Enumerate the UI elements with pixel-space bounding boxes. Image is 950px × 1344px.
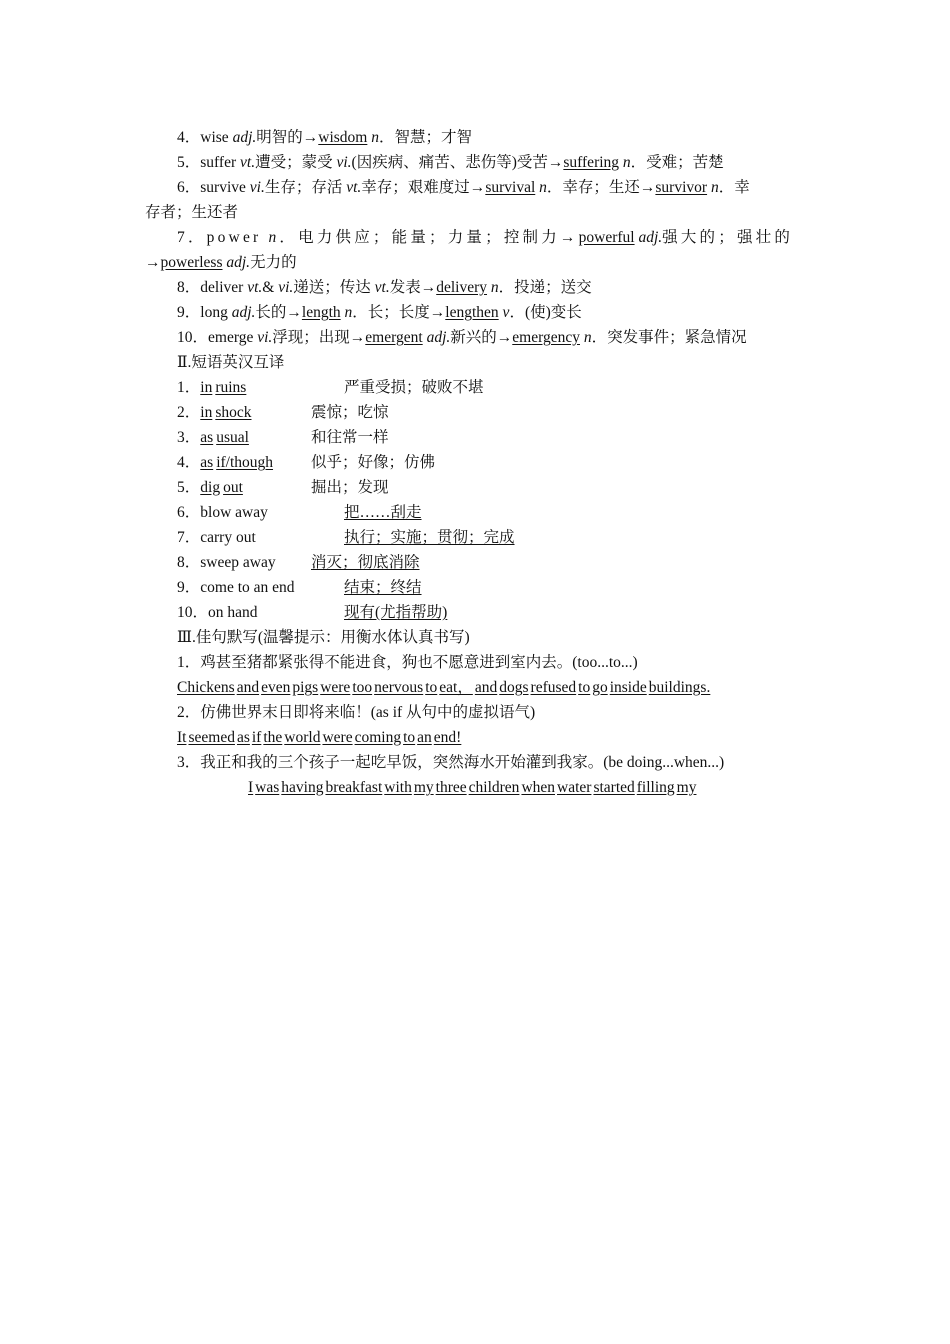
answer-word: three (435, 779, 467, 796)
phrase-word: dig (200, 479, 221, 496)
answer-word: buildings. (648, 679, 711, 696)
meaning: ．幸 (718, 179, 750, 196)
meaning: 长的→ (255, 304, 302, 321)
phrase-word: if/though (216, 454, 274, 471)
part-of-speech: adj. (634, 229, 663, 246)
answer-word: eat， (439, 679, 473, 696)
phrase-word: in (200, 379, 213, 396)
vocab-item-6-continued: 存者；生还者 (145, 204, 239, 221)
meaning: ．投递；送交 (498, 279, 592, 296)
ampersand: & (262, 279, 279, 296)
part-of-speech: adj. (232, 129, 257, 146)
part-of-speech: vt. (374, 279, 390, 296)
answer-word: to (578, 679, 591, 696)
answer-word: pigs (292, 679, 319, 696)
section-2-heading: Ⅱ.短语英汉互译 (177, 354, 285, 371)
answer-word: to (403, 729, 416, 746)
item-number: 7． (177, 229, 207, 246)
phrase-item-7 (177, 525, 256, 550)
part-of-speech: n (487, 279, 499, 296)
derived-word: survivor (655, 179, 708, 196)
phrase-item-3 (177, 425, 249, 450)
answer-word: Chickens (177, 679, 235, 696)
part-of-speech: n (579, 329, 592, 346)
item-number: 8． (177, 279, 201, 296)
item-number: 9． (177, 579, 201, 596)
item-number: 3． (177, 429, 201, 446)
phrase-item-5 (177, 475, 243, 500)
phrase-translation: 严重受损；破败不堪 (344, 379, 484, 396)
headword: suffer (200, 154, 241, 171)
phrase-english: blow away (200, 504, 268, 521)
answer-word: water (557, 779, 592, 796)
answer-word: when (521, 779, 556, 796)
phrase-item-8 (177, 550, 276, 575)
answer-word: and (236, 679, 260, 696)
sentence-answer-3 (248, 775, 696, 800)
meaning: 遭受；蒙受 (255, 154, 337, 171)
meaning: ．长；长度→ (352, 304, 446, 321)
answer-word: and (474, 679, 498, 696)
part-of-speech: vi. (336, 154, 352, 171)
meaning: ．智慧；才智 (378, 129, 472, 146)
sentence-question-1: 1．鸡甚至猪都紧张得不能进食，狗也不愿意进到室内去。(too...to...) (177, 654, 638, 671)
part-of-speech: vi. (278, 279, 294, 296)
item-number: 2． (177, 404, 201, 421)
part-of-speech: adj. (422, 329, 451, 346)
phrase-word: as (200, 429, 214, 446)
derived-word: survival (485, 179, 536, 196)
vocab-item-9 (177, 300, 582, 325)
part-of-speech: vi. (257, 329, 273, 346)
answer-word: as (236, 729, 250, 746)
meaning: 幸存；艰难度过→ (361, 179, 486, 196)
vocab-item-4 (177, 125, 472, 150)
phrase-translation: 掘出；发现 (311, 479, 389, 496)
phrase-word: out (223, 479, 243, 496)
derived-word: emergent (365, 329, 423, 346)
phrase-english: sweep away (200, 554, 276, 571)
headword: deliver (200, 279, 248, 296)
item-number: 1． (177, 379, 201, 396)
sentence-question-3: 3．我正和我的三个孩子一起吃早饭，突然海水开始灌到我家。(be doing...when...) (177, 754, 725, 771)
section-3-heading (177, 625, 470, 650)
sentence-question-2: 2．仿佛世界末日即将来临！(as if 从句中的虚拟语气) (177, 704, 536, 721)
phrase-translation: 似乎；好像；仿佛 (311, 454, 436, 471)
part-of-speech: vt. (247, 279, 263, 296)
answer-word: It (177, 729, 187, 746)
phrase-item-10 (177, 600, 258, 625)
phrase-word: ruins (215, 379, 247, 396)
phrase-word: in (200, 404, 213, 421)
derived-word: wisdom (318, 129, 368, 146)
answer-word: were (322, 729, 353, 746)
answer-word: was (255, 779, 280, 796)
meaning: 发表→ (389, 279, 437, 296)
answer-word: my (676, 779, 697, 796)
item-number: 10． (177, 604, 209, 621)
part-of-speech: vi. (249, 179, 265, 196)
derived-word: length (301, 304, 341, 321)
vocab-item-5 (177, 150, 724, 175)
phrase-item-6 (177, 500, 268, 525)
answer-word: end! (433, 729, 462, 746)
part-of-speech: vt. (346, 179, 362, 196)
phrase-translation: 结束；终结 (344, 579, 422, 596)
answer-word: children (468, 779, 520, 796)
answer-word: world (284, 729, 321, 746)
vocab-item-7 (177, 225, 793, 250)
item-number: 5． (177, 154, 201, 171)
part-of-speech: adj. (222, 254, 251, 271)
derived-word: powerful (578, 229, 635, 246)
arrow: → (145, 254, 161, 271)
phrase-word: as (200, 454, 214, 471)
answer-word: an (417, 729, 432, 746)
answer-word: nervous (374, 679, 424, 696)
answer-word: if (251, 729, 262, 746)
phrase-translation: 把……刮走 (344, 504, 422, 521)
phrase-english: come to an end (200, 579, 295, 596)
answer-word: started (593, 779, 635, 796)
answer-word: seemed (188, 729, 235, 746)
derived-word: lengthen (445, 304, 499, 321)
meaning: ．突发事件；紧急情况 (591, 329, 747, 346)
answer-word: refused (530, 679, 577, 696)
answer-word: having (281, 779, 324, 796)
item-number: 6． (177, 179, 201, 196)
answer-word: go (592, 679, 608, 696)
meaning: 强大的；强壮的 (662, 229, 794, 246)
part-of-speech: n (268, 229, 280, 246)
phrase-word: shock (215, 404, 252, 421)
headword: emerge (208, 329, 258, 346)
answer-word: coming (354, 729, 402, 746)
phrase-english: carry out (200, 529, 256, 546)
section-hint: (温馨提示：用衡水体认真书写) (257, 629, 470, 646)
vocab-item-7-continued (145, 250, 297, 275)
answer-word: I (248, 779, 254, 796)
part-of-speech: n (535, 179, 547, 196)
item-number: 5． (177, 479, 201, 496)
part-of-speech: v (498, 304, 510, 321)
headword: wise (200, 129, 233, 146)
meaning: 无力的 (250, 254, 297, 271)
part-of-speech: n (707, 179, 719, 196)
meaning: ．幸存；生还→ (546, 179, 656, 196)
sentence-answer-2 (177, 725, 461, 750)
sentence-answer-1 (177, 675, 710, 700)
phrase-word: usual (216, 429, 249, 446)
vocab-item-8 (177, 275, 592, 300)
derived-word: powerless (160, 254, 223, 271)
answer-word: my (413, 779, 434, 796)
answer-word: dogs (499, 679, 529, 696)
answer-word: with (384, 779, 412, 796)
meaning: 生存；存活 (264, 179, 347, 196)
meaning: 明智的→ (256, 129, 319, 146)
meaning: 新兴的→ (450, 329, 513, 346)
headword: power (206, 229, 269, 246)
meaning: 浮现；出现→ (272, 329, 366, 346)
phrase-translation: 现有(尤指帮助) (344, 604, 448, 621)
answer-word: filling (636, 779, 675, 796)
phrase-item-1 (177, 375, 246, 400)
phrase-english: on hand (208, 604, 258, 621)
item-number: 10． (177, 329, 209, 346)
item-number: 7． (177, 529, 201, 546)
answer-word: even (261, 679, 291, 696)
derived-word: emergency (512, 329, 580, 346)
answer-word: the (263, 729, 283, 746)
section-title: Ⅲ.佳句默写 (177, 629, 258, 646)
derived-word: suffering (563, 154, 620, 171)
item-number: 9． (177, 304, 201, 321)
meaning: ．受难；苦楚 (630, 154, 724, 171)
part-of-speech: vt. (240, 154, 256, 171)
part-of-speech: n (619, 154, 631, 171)
answer-word: were (320, 679, 351, 696)
part-of-speech: n (367, 129, 379, 146)
phrase-translation: 震惊；吃惊 (311, 404, 389, 421)
answer-word: inside (609, 679, 647, 696)
headword: survive (200, 179, 250, 196)
part-of-speech: adj. (231, 304, 256, 321)
answer-word: too (352, 679, 373, 696)
item-number: 4． (177, 454, 201, 471)
meaning: ．(使)变长 (509, 304, 582, 321)
derived-word: delivery (436, 279, 488, 296)
item-number: 8． (177, 554, 201, 571)
phrase-translation: 和往常一样 (311, 429, 389, 446)
answer-word: to (425, 679, 438, 696)
phrase-item-2 (177, 400, 252, 425)
vocab-item-10 (177, 325, 747, 350)
meaning: (因疾病、痛苦、悲伤等)受苦→ (351, 154, 564, 171)
phrase-translation: 执行；实施；贯彻；完成 (344, 529, 515, 546)
item-number: 4． (177, 129, 201, 146)
phrase-item-9 (177, 575, 295, 600)
meaning: 递送；传达 (293, 279, 375, 296)
meaning: ．电力供应；能量；力量；控制力→ (279, 229, 579, 246)
item-number: 6． (177, 504, 201, 521)
headword: long (200, 304, 232, 321)
vocab-item-6 (177, 175, 750, 200)
phrase-translation: 消灭；彻底消除 (311, 554, 420, 571)
answer-word: breakfast (325, 779, 383, 796)
phrase-item-4 (177, 450, 273, 475)
part-of-speech: n (340, 304, 353, 321)
